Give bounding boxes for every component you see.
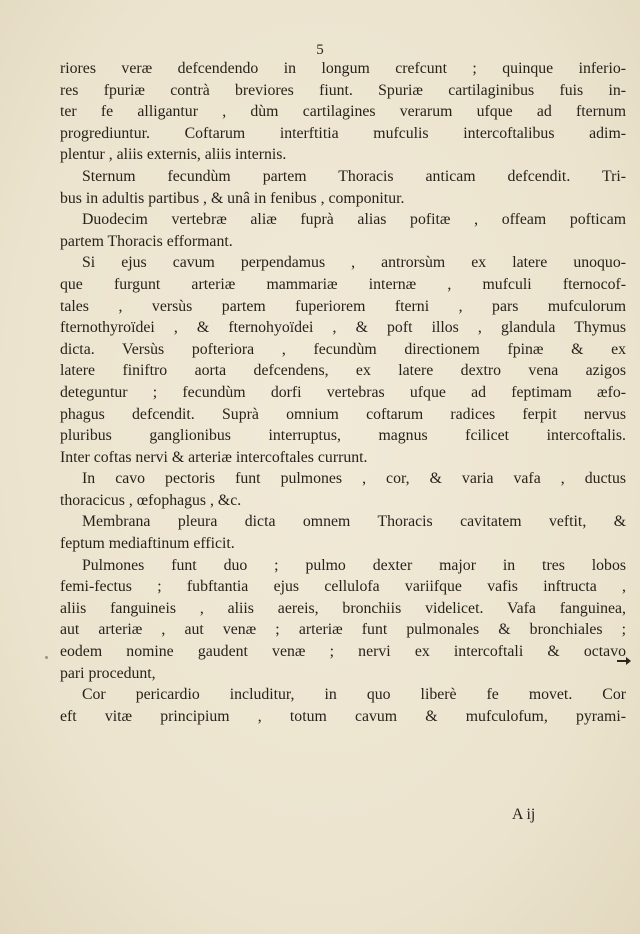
text-line: ter fe alligantur , dùm cartilagines verarum ufque ad fternum <box>60 103 626 121</box>
text-line: Duodecim vertebræ aliæ fuprà alias pofitæ , offeam pofticam <box>82 211 626 229</box>
text-line: partem Thoracis efformant. <box>60 232 233 250</box>
text-line: Membrana pleura dicta omnem Thoracis cavitatem veftit, & <box>82 513 626 531</box>
text-line: latere finiftro aorta defcendens, ex latere dextro vena azigos <box>60 362 626 380</box>
text-line: plentur , aliis externis, aliis internis. <box>60 146 287 164</box>
margin-arrow-icon <box>617 656 631 666</box>
text-line: aliis fanguineis , aliis aereis, bronchiis videlicet. Vafa fanguinea, <box>60 599 626 617</box>
text-line: Inter coftas nervi & arteriæ intercoftales currunt. <box>60 448 368 466</box>
text-line: tales , versùs partem fuperiorem fterni , pars mufculorum <box>60 297 626 315</box>
page-number: 5 <box>316 42 324 58</box>
text-line: que furgunt arteriæ mammariæ internæ , mufculi fternocof- <box>60 275 626 293</box>
text-line: riores veræ defcendendo in longum crefcunt ; quinque inferio- <box>60 60 626 77</box>
text-line: fternothyroïdei , & fternohyoïdei , & poft illos , glandula Thymus <box>60 319 626 337</box>
text-line: aut arteriæ , aut venæ ; arteriæ funt pulmonales & bronchiales ; <box>60 621 626 639</box>
text-line: bus in adultis partibus , & unâ in fenibus , componitur. <box>60 189 405 207</box>
text-line: deteguntur ; fecundùm dorfi vertebras ufque ad feptimam æfo- <box>60 383 626 401</box>
text-line: pari procedunt, <box>60 664 156 682</box>
text-line: dicta. Versùs pofteriora , fecundùm directionem fpinæ & ex <box>60 340 626 358</box>
text-line: Pulmones funt duo ; pulmo dexter major in tres lobos <box>82 556 626 574</box>
text-line: phagus defcendit. Suprà omnium coftarum radices ferpit nervus <box>60 405 626 423</box>
text-line: Sternum fecundùm partem Thoracis anticam defcendit. Tri- <box>82 167 626 185</box>
text-line: res fpuriæ contrà breviores fiunt. Spuriæ cartilaginibus fuis in- <box>60 81 626 99</box>
text-line: In cavo pectoris funt pulmones , cor, & varia vafa , ductus <box>82 470 626 488</box>
text-line: eft vitæ principium , totum cavum & mufculofum, pyrami- <box>60 707 626 725</box>
text-line: eodem nomine gaudent venæ ; nervi ex intercoftali & octavo <box>60 643 626 661</box>
text-line: feptum mediaftinum efficit. <box>60 535 235 553</box>
text-line: pluribus ganglionibus interruptus, magnus fcilicet intercoftalis. <box>60 427 626 445</box>
text-line: Cor pericardio includitur, in quo liberè fe movet. Cor <box>82 686 626 704</box>
signature-mark: A ij <box>512 806 536 823</box>
text-line: thoracicus , œfophagus , &c. <box>60 491 242 509</box>
text-line: progrediuntur. Coftarum interftitia mufculis intercoftalibus adim- <box>60 124 626 142</box>
margin-dot <box>45 656 48 659</box>
text-line: femi-fectus ; fubftantia ejus cellulofa variifque vafis inftructa , <box>60 578 626 596</box>
body-text <box>60 58 626 727</box>
text-line: Si ejus cavum perpendamus , antrorsùm ex latere unoquo- <box>82 254 626 272</box>
